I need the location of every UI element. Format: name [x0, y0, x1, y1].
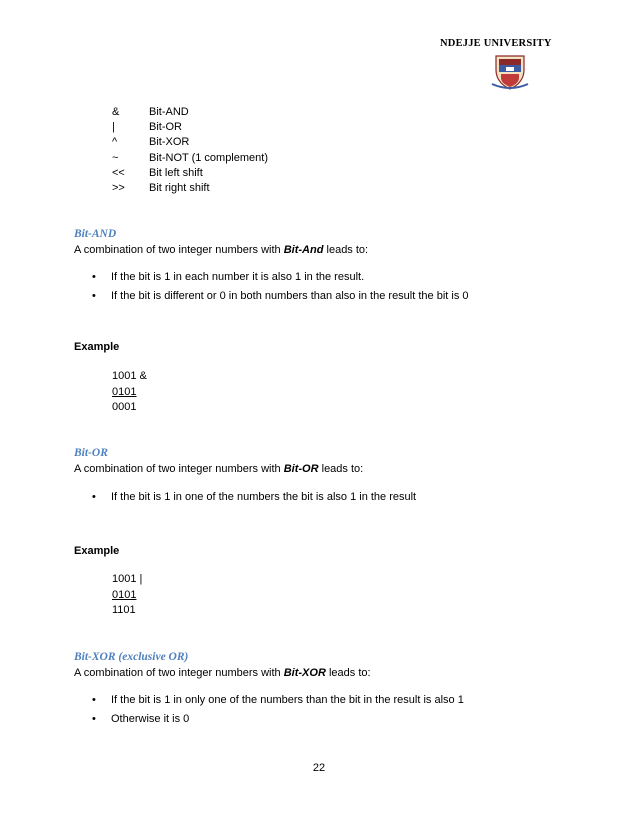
bit-xor-bullets	[92, 691, 464, 728]
operator-row	[112, 151, 268, 166]
intro-text: leads to:	[323, 244, 369, 256]
example-label: Example	[74, 545, 120, 557]
bit-xor-heading: Bit-XOR (exclusive OR)	[74, 651, 189, 663]
list-item	[92, 710, 464, 729]
bit-or-bullets	[92, 488, 416, 507]
bullet-text: If the bit is 1 in each number it is also 1 in the result.	[111, 271, 365, 283]
example-line: 0101	[112, 385, 137, 398]
bullet-text: If the bit is 1 in one of the numbers the bit is also 1 in the result	[111, 491, 417, 503]
operator-name: Bit right shift	[149, 182, 210, 195]
bullet-icon: •	[92, 491, 96, 503]
intro-text: A combination of two integer numbers with	[74, 463, 284, 475]
example-line: 1001 &	[112, 370, 147, 382]
intro-emphasis: Bit-XOR	[283, 667, 326, 679]
university-crest-icon	[490, 52, 530, 92]
list-item	[92, 488, 416, 507]
bit-or-heading: Bit-OR	[74, 447, 108, 459]
intro-text: A combination of two integer numbers with	[74, 667, 284, 679]
operator-row	[112, 120, 268, 135]
page-number: 22	[312, 762, 326, 774]
bullet-text: Otherwise it is 0	[111, 712, 190, 725]
example-line: 1101	[112, 604, 136, 616]
operator-row	[112, 135, 268, 150]
operator-symbol: ~	[112, 151, 119, 164]
operator-row	[112, 166, 268, 181]
bullet-icon: •	[92, 289, 96, 302]
operator-name: Bit-AND	[149, 106, 189, 118]
example-line: 0001	[112, 401, 137, 413]
list-item	[92, 268, 469, 287]
bullet-icon: •	[92, 271, 96, 283]
operator-row	[112, 181, 268, 196]
list-item	[92, 287, 469, 306]
intro-text: leads to:	[325, 667, 371, 679]
bullet-text: If the bit is 1 in only one of the numbers than the bit in the result is also 1	[111, 694, 464, 706]
intro-emphasis: Bit-And	[283, 244, 324, 256]
bullet-icon: •	[92, 712, 96, 725]
example-line: 0101	[112, 588, 137, 601]
bit-and-intro	[74, 244, 368, 256]
operator-symbol: |	[112, 121, 115, 134]
operator-table	[112, 105, 268, 196]
university-name: NDEJJE UNIVERSITY	[440, 38, 552, 49]
list-item	[92, 691, 464, 710]
bit-or-example	[112, 572, 142, 619]
operator-symbol: >>	[112, 182, 125, 195]
bit-and-heading: Bit-AND	[74, 228, 117, 240]
example-line: 1001 |	[112, 573, 143, 585]
bullet-icon: •	[92, 694, 96, 706]
operator-name: Bit-NOT (1 complement)	[149, 151, 268, 164]
operator-name: Bit-OR	[149, 121, 182, 134]
operator-row	[112, 105, 268, 120]
intro-text: A combination of two integer numbers with	[74, 244, 284, 256]
bit-xor-intro	[74, 667, 371, 679]
bit-and-example	[112, 369, 147, 416]
operator-name: Bit left shift	[149, 166, 203, 179]
intro-text: leads to:	[318, 463, 364, 475]
intro-emphasis: Bit-OR	[283, 463, 319, 475]
operator-symbol: ^	[112, 136, 118, 149]
bit-or-intro	[74, 463, 363, 475]
bullet-text: If the bit is different or 0 in both numbers than also in the result the bit is 0	[111, 289, 469, 302]
operator-symbol: <<	[112, 166, 125, 179]
bit-and-bullets	[92, 268, 469, 305]
example-label: Example	[74, 341, 120, 353]
operator-symbol: &	[112, 106, 120, 118]
operator-name: Bit-XOR	[149, 136, 190, 149]
